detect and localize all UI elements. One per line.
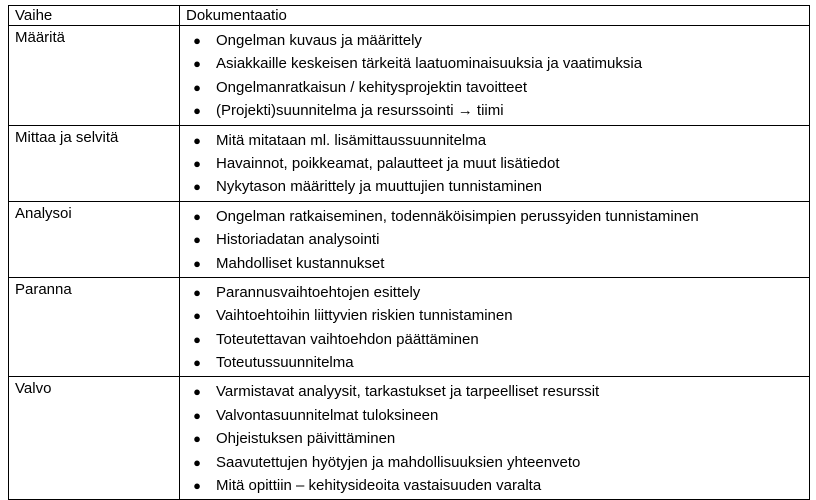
list-item	[186, 129, 803, 152]
bullet-icon: ●	[193, 103, 201, 119]
list-item	[186, 152, 803, 175]
list-item-text: Mitä opittiin – kehitysideoita vastaisuuden varalta	[216, 477, 542, 495]
documentation-list	[186, 380, 803, 497]
list-item	[186, 52, 803, 75]
table-row	[9, 201, 810, 277]
documentation-table	[8, 5, 810, 500]
documentation-cell	[180, 377, 810, 500]
list-item	[186, 99, 803, 122]
documentation-list	[186, 281, 803, 375]
bullet-icon: ●	[193, 478, 201, 494]
list-item	[186, 205, 803, 228]
table-row	[9, 377, 810, 500]
table-row	[9, 277, 810, 377]
list-item-text: Ongelman ratkaiseminen, todennäköisimpien perussyiden tunnistaminen	[216, 207, 699, 225]
header-phase: Vaihe	[9, 6, 180, 26]
list-item-text: (Projekti)suunnitelma ja resurssointi → tiimi	[216, 102, 504, 120]
documentation-cell	[180, 26, 810, 126]
list-item	[186, 328, 803, 351]
list-item-text: Asiakkaille keskeisen tärkeitä laatuominaisuuksia ja vaatimuksia	[216, 55, 643, 73]
list-item	[186, 29, 803, 52]
bullet-icon: ●	[193, 255, 201, 271]
documentation-list	[186, 205, 803, 275]
documentation-list	[186, 129, 803, 199]
documentation-cell	[180, 277, 810, 377]
list-item	[186, 404, 803, 427]
bullet-icon: ●	[193, 33, 201, 48]
list-item	[186, 304, 803, 327]
documentation-cell	[180, 125, 810, 201]
list-item	[186, 380, 803, 403]
table-row	[9, 26, 810, 126]
list-item-text: Ohjeistuksen päivittäminen	[216, 430, 396, 448]
header-documentation: Dokumentaatio	[180, 6, 810, 26]
list-item-text: Mitä mitataan ml. lisämittaussuunnitelma	[216, 131, 487, 149]
list-item-text: Parannusvaihtoehtojen esittely	[216, 283, 421, 301]
table-row	[9, 125, 810, 201]
list-item-text: Ongelman kuvaus ja määrittely	[216, 32, 422, 49]
bullet-icon: ●	[193, 407, 201, 423]
bullet-icon: ●	[193, 79, 201, 95]
list-item	[186, 228, 803, 251]
bullet-icon: ●	[193, 308, 201, 324]
bullet-icon: ●	[193, 56, 201, 72]
list-item-text: Mahdolliset kustannukset	[216, 254, 385, 272]
list-item	[186, 427, 803, 450]
bullet-icon: ●	[193, 232, 201, 248]
list-item	[186, 252, 803, 275]
list-item-text: Historiadatan analysointi	[216, 231, 380, 249]
phase-cell: Mittaa ja selvitä	[9, 125, 180, 201]
list-item-text: Havainnot, poikkeamat, palautteet ja muut lisätiedot	[216, 154, 560, 172]
documentation-cell	[180, 201, 810, 277]
bullet-icon: ●	[193, 284, 201, 300]
list-item-text: Nykytason määrittely ja muuttujien tunnistaminen	[216, 178, 542, 196]
list-item-text: Varmistavat analyysit, tarkastukset ja tarpeelliset resurssit	[216, 383, 600, 401]
list-item-text: Valvontasuunnitelmat tuloksineen	[216, 406, 439, 424]
header-row	[9, 6, 810, 26]
list-item	[186, 451, 803, 474]
phase-cell: Paranna	[9, 277, 180, 377]
bullet-icon: ●	[193, 155, 201, 171]
list-item	[186, 76, 803, 99]
bullet-icon: ●	[193, 179, 201, 195]
documentation-list	[186, 29, 803, 123]
phase-cell: Analysoi	[9, 201, 180, 277]
list-item	[186, 474, 803, 497]
bullet-icon: ●	[193, 384, 201, 400]
bullet-icon: ●	[193, 431, 201, 447]
list-item	[186, 281, 803, 304]
list-item	[186, 351, 803, 374]
list-item-text: Saavutettujen hyötyjen ja mahdollisuuksien yhteenveto	[216, 453, 581, 471]
list-item-text: Ongelmanratkaisun / kehitysprojektin tavoitteet	[216, 78, 527, 96]
bullet-icon: ●	[193, 132, 201, 148]
phase-cell: Valvo	[9, 377, 180, 500]
list-item-text: Toteutussuunnitelma	[216, 354, 354, 372]
bullet-icon: ●	[193, 208, 201, 224]
bullet-icon: ●	[193, 331, 201, 347]
list-item-text: Toteutettavan vaihtoehdon päättäminen	[216, 330, 479, 348]
list-item	[186, 175, 803, 198]
bullet-icon: ●	[193, 454, 201, 470]
list-item-text: Vaihtoehtoihin liittyvien riskien tunnistaminen	[216, 307, 513, 325]
phase-cell: Määritä	[9, 26, 180, 126]
bullet-icon: ●	[193, 355, 201, 371]
